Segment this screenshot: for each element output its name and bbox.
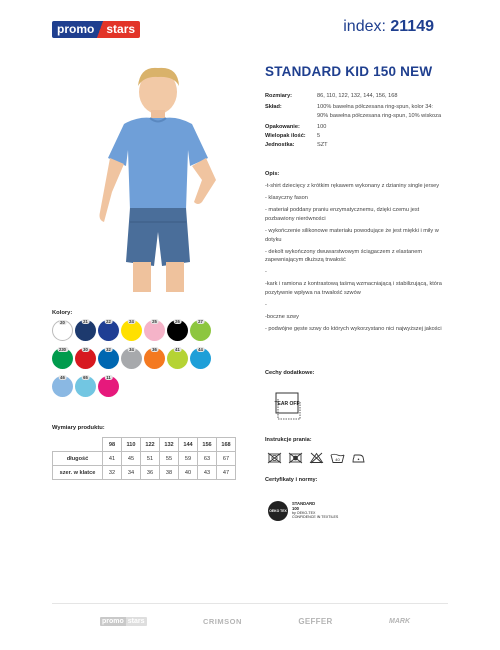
swatch-number: 21 <box>83 319 88 324</box>
size-cell: 63 <box>198 452 217 466</box>
sizes-heading: Wymiary produktu: <box>52 425 105 431</box>
color-swatches <box>52 320 242 397</box>
size-cell: 43 <box>198 466 217 480</box>
color-swatch[interactable] <box>121 348 142 369</box>
color-swatch[interactable] <box>98 348 119 369</box>
iron-low-icon <box>351 452 366 464</box>
color-swatch[interactable] <box>167 348 188 369</box>
size-cell: 32 <box>103 466 122 480</box>
wash-temperature: 40 <box>335 457 340 462</box>
swatch-number: 25 <box>152 319 157 324</box>
swatch-number: 27 <box>198 319 203 324</box>
swatch-number: 44 <box>198 347 203 352</box>
color-swatch[interactable] <box>75 376 96 397</box>
swatch-number: 11 <box>106 375 111 380</box>
swatch-number: 26 <box>175 319 180 324</box>
color-swatch[interactable] <box>190 320 211 341</box>
color-swatch[interactable] <box>167 320 188 341</box>
brand-mark-logo: MARK <box>389 618 410 625</box>
size-cell: 36 <box>141 466 160 480</box>
no-bleach-icon <box>267 452 282 464</box>
spec-packaging: Opakowanie: 100 <box>265 124 327 130</box>
footer-divider <box>52 603 448 604</box>
swatch-number: 32 <box>106 347 111 352</box>
color-swatch[interactable] <box>121 320 142 341</box>
size-column-header: 122 <box>141 438 160 452</box>
certificates-heading: Certyfikaty i normy: <box>265 477 318 483</box>
row-label: długość <box>53 452 103 466</box>
size-column-header: 144 <box>179 438 198 452</box>
care-heading: Instrukcje prania: <box>265 437 312 443</box>
size-cell: 34 <box>122 466 141 480</box>
promostars-logo <box>52 21 140 38</box>
product-photo <box>78 62 238 302</box>
swatch-number: 24 <box>129 319 134 324</box>
spec-sizes: Rozmiary: 86, 110, 122, 132, 144, 156, 168 <box>265 93 398 99</box>
table-row <box>53 466 236 480</box>
swatch-spacer <box>213 348 234 369</box>
table-row <box>53 452 236 466</box>
tear-off-label-icon <box>270 389 304 425</box>
row-label: szer. w klatce <box>53 466 103 480</box>
oeko-tex-badge: OEKO TEX <box>268 501 288 521</box>
color-swatch[interactable] <box>98 320 119 341</box>
product-index <box>343 18 434 36</box>
swatch-number: 22 <box>106 319 111 324</box>
color-swatch[interactable] <box>75 348 96 369</box>
size-header-row <box>53 438 236 452</box>
spec-multipack: Wielopak ilość: 5 <box>265 133 321 139</box>
size-column-header: 132 <box>160 438 179 452</box>
size-cell: 38 <box>160 466 179 480</box>
size-cell: 45 <box>122 452 141 466</box>
size-cell: 41 <box>103 452 122 466</box>
description-line: - materiał poddany praniu enzymatycznemu, dzięki czemu jest pozbawiony nierówności <box>265 207 420 222</box>
description-line: -boczne szwy <box>265 314 299 321</box>
color-swatch[interactable] <box>98 376 119 397</box>
footer-brands <box>100 617 410 626</box>
swatch-number: 30 <box>83 347 88 352</box>
size-column-header: 168 <box>217 438 236 452</box>
color-swatch[interactable] <box>52 348 73 369</box>
size-column-header: 98 <box>103 438 122 452</box>
spec-composition: Skład: 100% bawełna półczesana ring-spun, kolor 34: 90% bawełna półczesana ring-spun, 10% wiskoza <box>265 104 442 119</box>
description-line: - <box>265 269 267 276</box>
swatch-number: 20 <box>60 320 65 325</box>
oeko-tex-certificate: OEKO TEX STANDARD 100 by OEKO-TEX CONFIDENCE IN TEXTILES <box>269 501 339 520</box>
color-swatch[interactable] <box>52 320 73 341</box>
spec-unit: Jednostka: SZT <box>265 142 328 148</box>
product-title: STANDARD KID 150 NEW <box>265 64 433 79</box>
no-tumble-dry-icon <box>288 452 303 464</box>
care-icons <box>267 452 366 464</box>
color-swatch[interactable] <box>190 348 211 369</box>
index-label: index: <box>343 18 386 35</box>
swatch-number: 46 <box>60 375 65 380</box>
brand-crimson-logo: CRIMSON <box>202 617 242 626</box>
size-cell: 59 <box>179 452 198 466</box>
swatch-spacer <box>213 320 234 341</box>
size-cell: 67 <box>217 452 236 466</box>
description-line: -kark i ramiona z kontrastową taśmą wzmacniającą i stabilizującą, która pozytywnie wpływa na trwałość szwów <box>265 281 442 297</box>
brand-geffer-logo: GEFFER <box>298 617 333 626</box>
size-cell: 47 <box>217 466 236 480</box>
description-line: - wykończenie silikonowe materiału powodujące że jest miękki i miły w dotyku <box>265 227 439 243</box>
description-line: - podwójne gęste szwy do których wykorzystano nici najwyższej jakości <box>265 326 442 333</box>
size-column-header: 156 <box>198 438 217 452</box>
tear-off-text: TEAR OFF <box>274 401 300 407</box>
features-heading: Cechy dodatkowe: <box>265 370 315 376</box>
wash-40-icon <box>330 452 345 464</box>
no-bleach-triangle-icon <box>309 452 324 464</box>
swatch-number: 41 <box>175 347 180 352</box>
index-number: 21149 <box>390 18 434 35</box>
color-swatch[interactable] <box>52 376 73 397</box>
description-line: -t-shirt dziecięcy z krótkim rękawem wykonany z dzianiny single jersey <box>265 183 440 190</box>
description-line: - dekolt wykończony dwuwarstwowym ściągaczem z elastanem zapewniającym dłuższą trwałość <box>265 248 422 264</box>
description-line: - <box>265 302 267 309</box>
size-cell: 40 <box>179 466 198 480</box>
size-cell: 51 <box>141 452 160 466</box>
logo-right-text: stars <box>103 21 140 38</box>
color-swatch[interactable] <box>75 320 96 341</box>
product-specs <box>265 92 445 150</box>
size-column-header: 110 <box>122 438 141 452</box>
size-table <box>52 437 236 480</box>
swatch-number: 230 <box>59 347 66 352</box>
logo-left-text: promo <box>52 21 97 38</box>
swatch-number: 65 <box>83 375 88 380</box>
color-swatch[interactable] <box>144 320 165 341</box>
size-cell: 55 <box>160 452 179 466</box>
product-description <box>265 170 450 337</box>
swatch-number: 36 <box>152 347 157 352</box>
swatch-number: 34 <box>129 347 134 352</box>
brand-promostars-logo: promo stars <box>102 618 145 625</box>
description-line: - klasyczny fason <box>265 195 308 202</box>
colors-heading: Kolory: <box>52 310 73 316</box>
description-heading: Opis: <box>265 171 280 177</box>
color-swatch[interactable] <box>144 348 165 369</box>
